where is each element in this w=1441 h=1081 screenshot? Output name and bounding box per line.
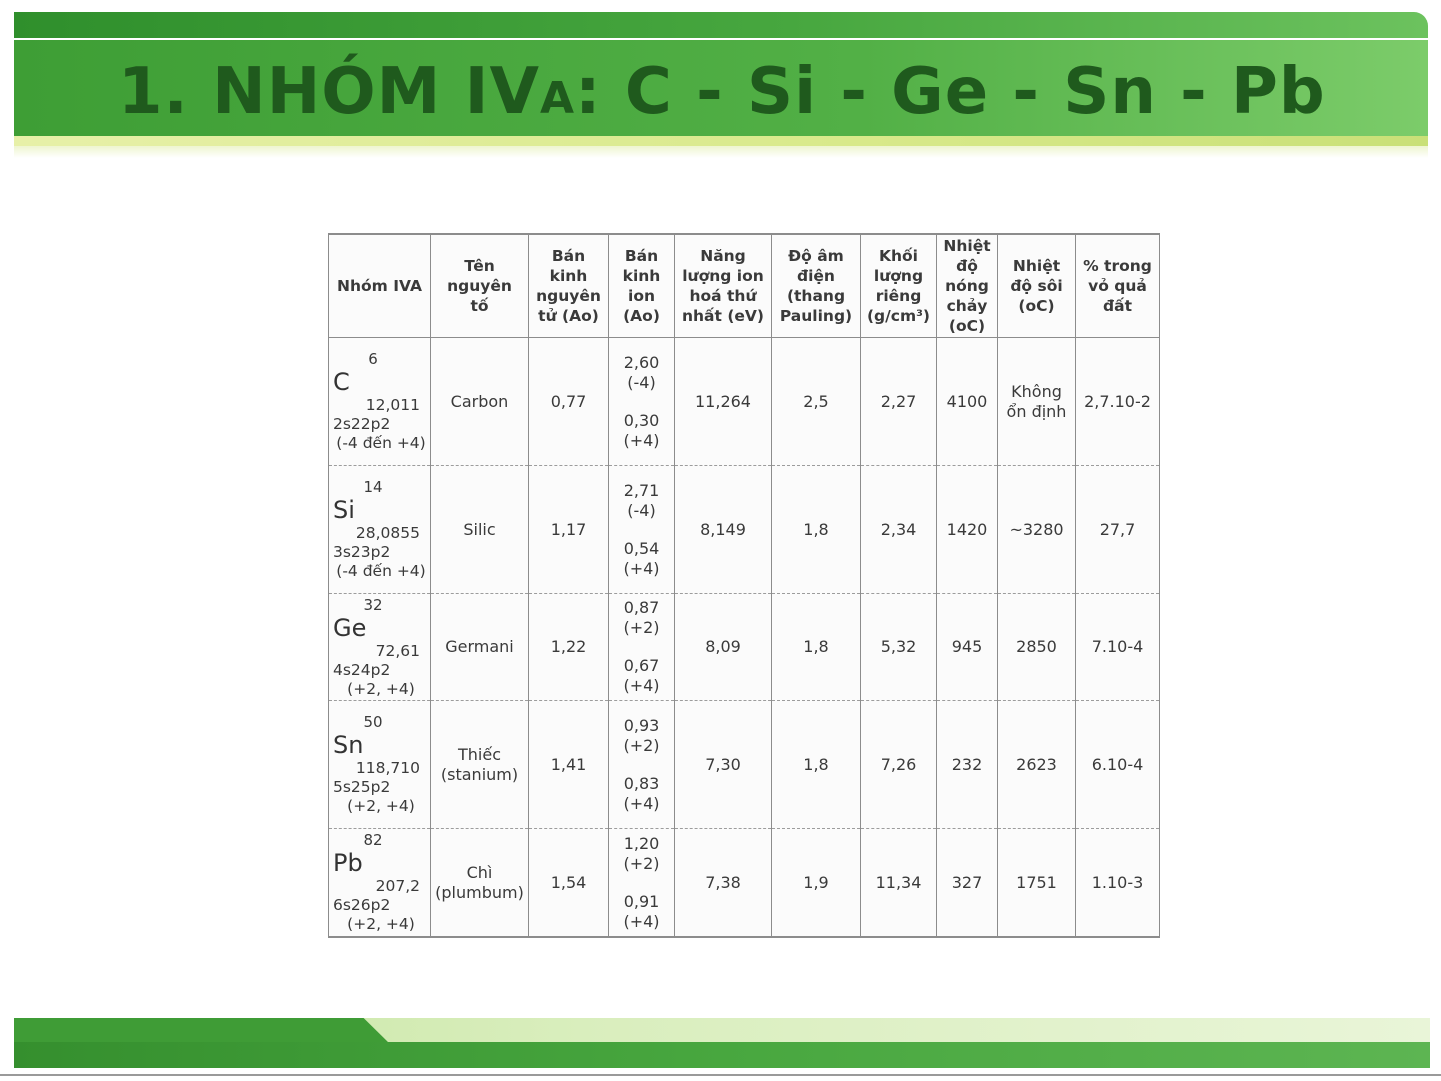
ionic-radius-line: 0,83 [623,773,660,793]
column-header-line: (oC) [948,317,986,335]
column-header-line: lượng [873,267,924,285]
crust-abundance-cell: 2,7.10-2 [1076,338,1160,466]
ionic-radius-line: 0,67 [623,656,660,675]
element-symbol: C [333,368,350,396]
column-header-line: Pauling) [779,307,853,325]
electronegativity-cell: 2,5 [772,338,861,466]
atomic-radius-cell: 0,77 [529,338,609,466]
column-header-line: Khối [878,247,918,265]
column-header-line: (g/cm³) [866,307,931,325]
oxidation-states: (+2, +4) [347,915,415,933]
ionic-radius-line: 0,91 [623,891,660,911]
ionic-radius-line: 0,30 [623,410,660,430]
ionization-energy-cell: 7,30 [675,701,772,829]
table-row [329,594,1160,701]
ionization-energy-cell: 11,264 [675,338,772,466]
ionic-radius-line: 0,87 [623,598,660,617]
ionic-radius-positive [611,774,672,814]
column-header-line: vỏ quả [1088,277,1147,295]
element-name-cell [431,829,529,938]
element-name-cell [431,466,529,594]
column-header-line: tử (Ao) [538,307,599,325]
boiling-point-line: ổn định [1006,401,1067,421]
atomic-radius-cell: 1,22 [529,594,609,701]
boiling-point-line: ~3280 [1009,519,1064,539]
boiling-point-cell [998,466,1076,594]
ionic-radius-cell [609,466,675,594]
ionic-radius-line: (+2) [623,735,660,755]
column-header-ionic-radius [609,234,675,338]
ionic-radius-negative [611,481,672,521]
ionic-radius-gap [611,521,672,539]
ionic-radius-line: (+4) [623,793,660,813]
table-row [329,701,1160,829]
density-cell: 7,26 [861,701,937,829]
ionic-radius-negative [611,353,672,393]
table-header-row [329,234,1160,338]
column-header-line: tố [470,297,489,315]
atomic-number: 6 [368,350,378,368]
density-cell: 2,27 [861,338,937,466]
atomic-radius-cell: 1,41 [529,701,609,829]
atomic-number: 32 [363,595,383,614]
ionic-radius-line: (+4) [623,430,660,450]
boiling-point-line: 1751 [1016,872,1057,892]
column-header-line: nguyên [536,287,601,305]
column-header-line: chảy [946,297,988,315]
slide-title-main: 1. NHÓM IV [118,55,540,129]
melting-point-cell: 327 [937,829,998,938]
ionization-energy-cell: 8,149 [675,466,772,594]
element-name-line: (plumbum) [435,882,524,902]
atomic-number: 14 [363,478,383,496]
element-name-line: Carbon [450,391,509,411]
element-name-cell [431,338,529,466]
column-header-element-name [431,234,529,338]
atomic-radius-cell: 1,17 [529,466,609,594]
ionic-radius-cell [609,701,675,829]
slide-title [118,52,1326,139]
element-cell [329,466,431,594]
element-cell [329,594,431,701]
ionic-radius-positive [611,411,672,451]
element-name-cell [431,594,529,701]
density-cell: 11,34 [861,829,937,938]
element-name-line: Chì [466,862,493,882]
ionic-radius-negative [611,716,672,756]
ionic-radius-line: 1,20 [623,833,660,853]
footer-edge [0,1074,1441,1076]
column-header-line: riêng [875,287,922,305]
ionic-radius-line: 0,54 [623,538,660,558]
ionic-radius-line: 0,93 [623,715,660,735]
slide-title-rest: : C - Si - Ge - Sn - Pb [575,55,1326,129]
element-name-line: Germani [445,637,514,656]
element-table [328,233,1160,938]
ionization-energy-cell: 7,38 [675,829,772,938]
table-row [329,338,1160,466]
electron-config: 4s24p2 [333,660,391,679]
column-header-line: (thang [786,287,846,305]
column-header-line: Nhiệt [1012,257,1061,275]
boiling-point-line: 2623 [1016,754,1057,774]
ionic-radius-line: (-4) [627,372,656,392]
ionic-radius-line: (+4) [623,911,660,931]
ionic-radius-gap [611,393,672,411]
electronegativity-cell: 1,8 [772,594,861,701]
ionic-radius-negative [611,598,672,638]
ionic-radius-negative [611,834,672,874]
crust-abundance-cell: 1.10-3 [1076,829,1160,938]
column-header-atomic-radius [529,234,609,338]
ionic-radius-positive [611,539,672,579]
electron-config: 6s26p2 [333,896,391,914]
column-header-line: độ sôi [1010,277,1063,295]
column-header-group [329,234,431,338]
column-header-line: hoá thứ [689,287,757,305]
electronegativity-cell: 1,8 [772,466,861,594]
atomic-mass: 12,011 [365,396,420,414]
atomic-number: 50 [363,713,383,731]
element-cell [329,829,431,938]
electron-config: 3s23p2 [333,543,391,561]
element-name-line: Silic [463,519,496,539]
column-header-line: % trong [1083,257,1152,275]
table-body [329,338,1160,938]
ionic-radius-cell [609,338,675,466]
column-header-line: lượng ion [682,267,764,285]
column-header-ionization-energy [675,234,772,338]
melting-point-cell: 945 [937,594,998,701]
atomic-number: 82 [363,831,383,849]
ionic-radius-line: (+2) [623,853,660,873]
ionic-radius-cell [609,594,675,701]
column-header-line: (Ao) [623,307,660,325]
element-name-line: Thiếc [458,744,501,764]
oxidation-states: (-4 đến +4) [336,562,426,580]
ionic-radius-line: (-4) [627,500,656,520]
boiling-point-line: 2850 [1016,637,1057,656]
electronegativity-cell: 1,9 [772,829,861,938]
column-header-line: Năng [700,247,746,265]
table-row [329,829,1160,938]
ionization-energy-cell: 8,09 [675,594,772,701]
header-top-strip [14,12,1428,38]
column-header-line: nguyên [447,277,512,295]
element-name-line: (stanium) [440,764,519,784]
ionic-radius-gap [611,874,672,892]
element-table-wrapper [328,233,1159,938]
slide-title-small: A [539,73,576,124]
column-header-line: ion [628,287,655,305]
column-header-melting-point [937,234,998,338]
oxidation-states: (-4 đến +4) [336,434,426,452]
ionic-radius-cell [609,829,675,938]
atomic-radius-cell: 1,54 [529,829,609,938]
column-header-line: Nhiệt [943,237,991,255]
column-header-electronegativity [772,234,861,338]
column-header-line: Bán [624,247,659,265]
column-header-boiling-point [998,234,1076,338]
boiling-point-line: Không [1011,381,1062,401]
column-header-line: kinh [622,267,661,285]
melting-point-cell: 232 [937,701,998,829]
footer-band [14,1042,1430,1068]
column-header-line: nhất (eV) [681,307,764,325]
electron-config: 2s22p2 [333,415,391,433]
electron-config: 5s25p2 [333,778,391,796]
element-cell [329,701,431,829]
atomic-mass: 207,2 [375,877,420,895]
column-header-line: (oC) [1018,297,1055,315]
column-header-line: điện [797,267,835,285]
ionic-radius-gap [611,756,672,774]
crust-abundance-cell: 27,7 [1076,466,1160,594]
element-symbol: Pb [333,849,363,877]
ionic-radius-line: (+4) [623,676,660,695]
atomic-mass: 28,0855 [355,524,420,542]
atomic-mass: 118,710 [355,759,420,777]
column-header-crust-abundance [1076,234,1160,338]
oxidation-states: (+2, +4) [347,797,415,815]
ionic-radius-line: 2,71 [623,480,660,500]
boiling-point-cell [998,829,1076,938]
column-header-line: nóng [945,277,989,295]
element-symbol: Si [333,496,355,524]
density-cell: 5,32 [861,594,937,701]
ionic-radius-positive [611,656,672,696]
column-header-line: độ [956,257,978,275]
column-header-line: Bán [551,247,586,265]
crust-abundance-cell: 7.10-4 [1076,594,1160,701]
boiling-point-cell [998,701,1076,829]
header-shadow [14,146,1428,158]
density-cell: 2,34 [861,466,937,594]
ionic-radius-positive [611,892,672,932]
column-header-line: Độ âm [788,247,844,265]
column-header-density [861,234,937,338]
melting-point-cell: 1420 [937,466,998,594]
table-row [329,466,1160,594]
element-symbol: Sn [333,731,364,759]
element-cell [329,338,431,466]
element-symbol: Ge [333,613,367,642]
crust-abundance-cell: 6.10-4 [1076,701,1160,829]
column-header-line: kinh [549,267,588,285]
boiling-point-cell [998,594,1076,701]
atomic-mass: 72,61 [375,641,420,660]
element-name-cell [431,701,529,829]
melting-point-cell: 4100 [937,338,998,466]
electronegativity-cell: 1,8 [772,701,861,829]
ionic-radius-gap [611,638,672,656]
ionic-radius-line: 2,60 [623,352,660,372]
column-header-line: Tên [464,257,495,275]
oxidation-states: (+2, +4) [347,679,415,698]
ionic-radius-line: (+2) [623,618,660,637]
ionic-radius-line: (+4) [623,558,660,578]
column-header-line: Nhóm IVA [337,277,422,295]
column-header-line: đất [1103,297,1132,315]
boiling-point-cell [998,338,1076,466]
